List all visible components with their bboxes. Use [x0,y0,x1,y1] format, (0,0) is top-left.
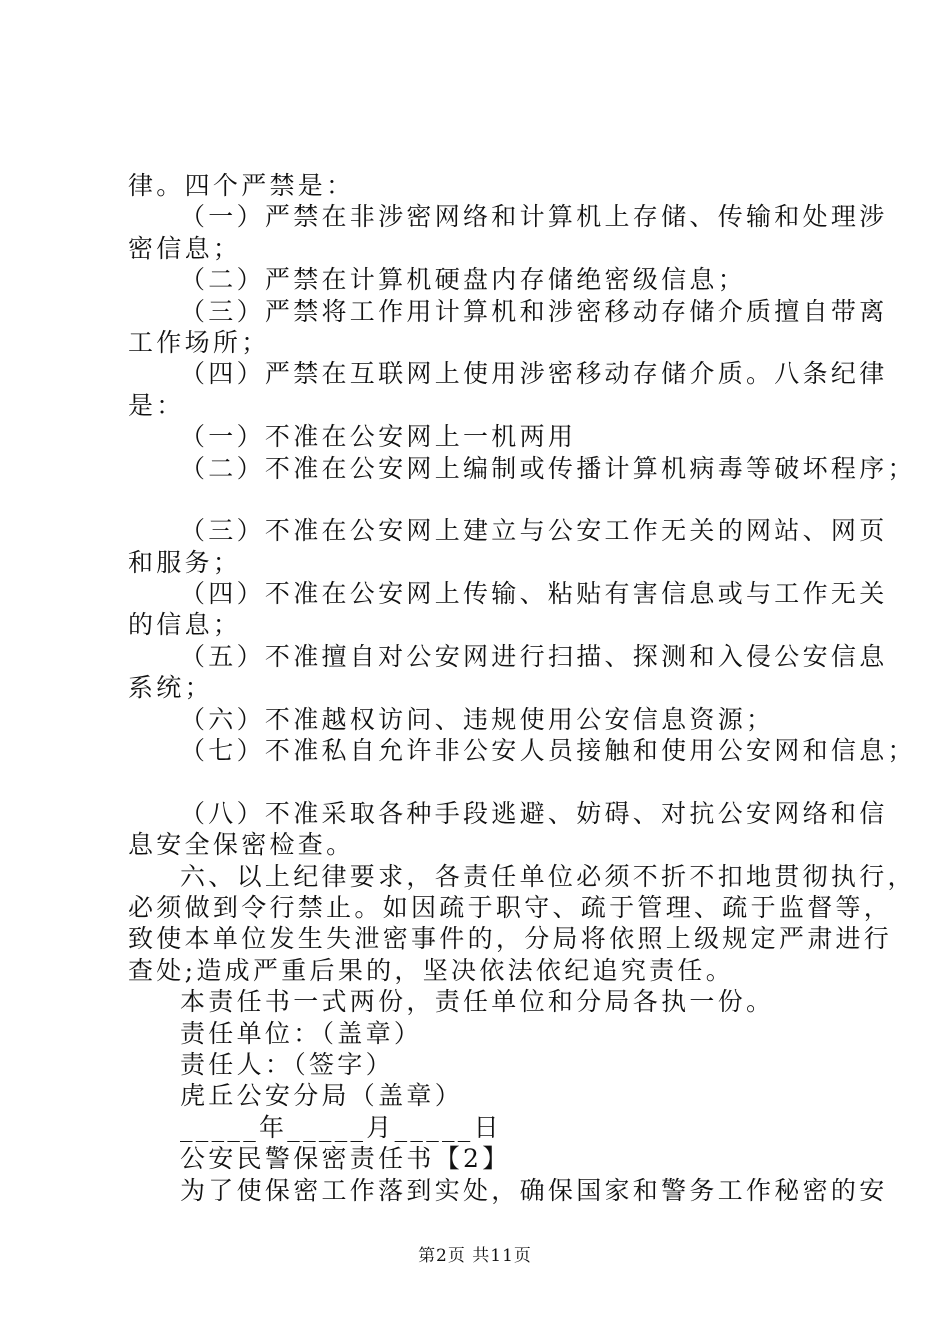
text-line: 查处;造成严重后果的，坚决依法依纪追究责任。 [128,955,735,985]
text-line: 责任人：（签字） [180,1049,394,1079]
text-line: （一）严禁在非涉密网络和计算机上存储、传输和处理涉 [180,202,888,232]
text-line: 是： [128,390,185,420]
text-line: 六、以上纪律要求，各责任单位必须不折不扣地贯彻执行， [180,861,916,891]
text-line: （三）严禁将工作用计算机和涉密移动存储介质擅自带离 [180,296,888,326]
text-line: （二）不准在公安网上编制或传播计算机病毒等破坏程序； [180,453,916,483]
text-line: （七）不准私自允许非公安人员接触和使用公安网和信息； [180,736,916,766]
text-line: 本责任书一式两份，责任单位和分局各执一份。 [180,987,775,1017]
text-line: 的信息； [128,610,242,640]
text-line: （二）严禁在计算机硬盘内存储绝密级信息； [180,265,747,295]
text-line: 工作场所； [128,327,270,357]
text-line: （三）不准在公安网上建立与公安工作无关的网站、网页 [180,516,888,546]
blank-line [128,484,834,515]
page-footer [0,1241,950,1266]
text-line: （一）不准在公安网上一机两用 [180,422,577,452]
text-line: （四）不准在公安网上传输、粘贴有害信息或与工作无关 [180,579,888,609]
section-title: 公安民警保密责任书【2】 [180,1144,511,1174]
text-line: 息安全保密检查。 [128,830,355,860]
text-line: （四）严禁在互联网上使用涉密移动存储介质。八条纪律 [180,359,888,389]
date-line: _____年_____月_____日 [180,1112,502,1142]
text-line: 和服务； [128,547,242,577]
text-line: 责任单位：（盖章） [180,1018,423,1048]
text-line: （八）不准采取各种手段逃避、妨碍、对抗公安网络和信 [180,798,888,828]
text-line: （六）不准越权访问、违规使用公安信息资源； [180,704,775,734]
text-line: 密信息； [128,233,242,263]
blank-line [128,766,834,797]
text-line: 致使本单位发生失泄密事件的，分局将依照上级规定严肃进行 [128,924,893,954]
text-line: 律。四个严禁是： [128,171,355,200]
text-line: 虎丘公安分局（盖章） [180,1081,464,1111]
text-line: 系统； [128,673,213,703]
document-body [128,170,916,1206]
text-line: 必须做到令行禁止。如因疏于职守、疏于管理、疏于监督等， [128,892,893,922]
page-indicator: 第2页 共11页 [418,1246,532,1266]
text-line: 为了使保密工作落到实处，确保国家和警务工作秘密的安 [180,1175,888,1205]
text-line: （五）不准擅自对公安网进行扫描、探测和入侵公安信息 [180,641,888,671]
